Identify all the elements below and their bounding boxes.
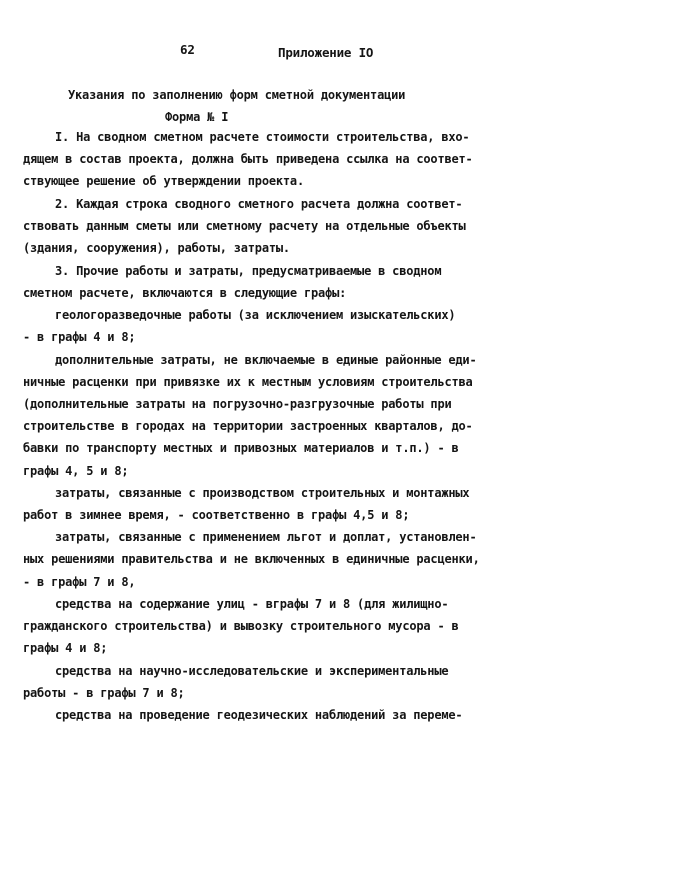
text-line: - в графы 4 и 8; (23, 330, 136, 344)
text-line: ствовать данным сметы или сметному расчету на отдельные объекты (23, 219, 466, 233)
text-line: работ в зимнее время, - соответственно в графы 4,5 и 8; (23, 508, 410, 522)
text-line: 3. Прочие работы и затраты, предусматриваемые в сводном (55, 264, 442, 278)
document-title: Указания по заполнению форм сметной документации (68, 88, 406, 102)
text-line: графы 4, 5 и 8; (23, 464, 129, 478)
text-line: строительстве в городах на территории застроенных кварталов, до- (23, 419, 473, 433)
text-line: I. На сводном сметном расчете стоимости строительства, вхо- (55, 130, 470, 144)
text-line: геологоразведочные работы (за исключением изыскательских) (55, 308, 456, 322)
text-line: средства на научно-исследовательские и экспериментальные (55, 664, 449, 678)
text-line: ных решениями правительства и не включенных в единичные расценки, (23, 552, 480, 566)
text-line: дополнительные затраты, не включаемые в единые районные еди- (55, 353, 477, 367)
form-label: Форма № I (165, 110, 229, 124)
text-line: затраты, связанные с производством строительных и монтажных (55, 486, 470, 500)
text-line: работы - в графы 7 и 8; (23, 686, 185, 700)
text-line: гражданского строительства) и вывозку строительного мусора - в (23, 619, 459, 633)
text-line: графы 4 и 8; (23, 641, 108, 655)
text-line: ствующее решение об утверждении проекта. (23, 174, 304, 188)
text-line: - в графы 7 и 8, (23, 575, 136, 589)
page-number: 62 (180, 42, 195, 57)
text-line: средства на содержание улиц - вграфы 7 и 8 (для жилищно- (55, 597, 449, 611)
text-line: средства на проведение геодезических наблюдений за переме- (55, 708, 463, 722)
text-line: ничные расценки при привязке их к местным условиям строительства (23, 375, 473, 389)
text-line: сметном расчете, включаются в следующие графы: (23, 286, 347, 300)
text-line: затраты, связанные с применением льгот и доплат, установлен- (55, 530, 477, 544)
text-line: бавки по транспорту местных и привозных материалов и т.п.) - в (23, 441, 459, 455)
text-line: дящем в состав проекта, должна быть приведена ссылка на соответ- (23, 152, 473, 166)
text-line: (дополнительные затраты на погрузочно-разгрузочные работы при (23, 397, 452, 411)
appendix-label: Приложение IO (278, 45, 374, 60)
text-line: 2. Каждая строка сводного сметного расчета должна соответ- (55, 197, 463, 211)
text-line: (здания, сооружения), работы, затраты. (23, 241, 290, 255)
